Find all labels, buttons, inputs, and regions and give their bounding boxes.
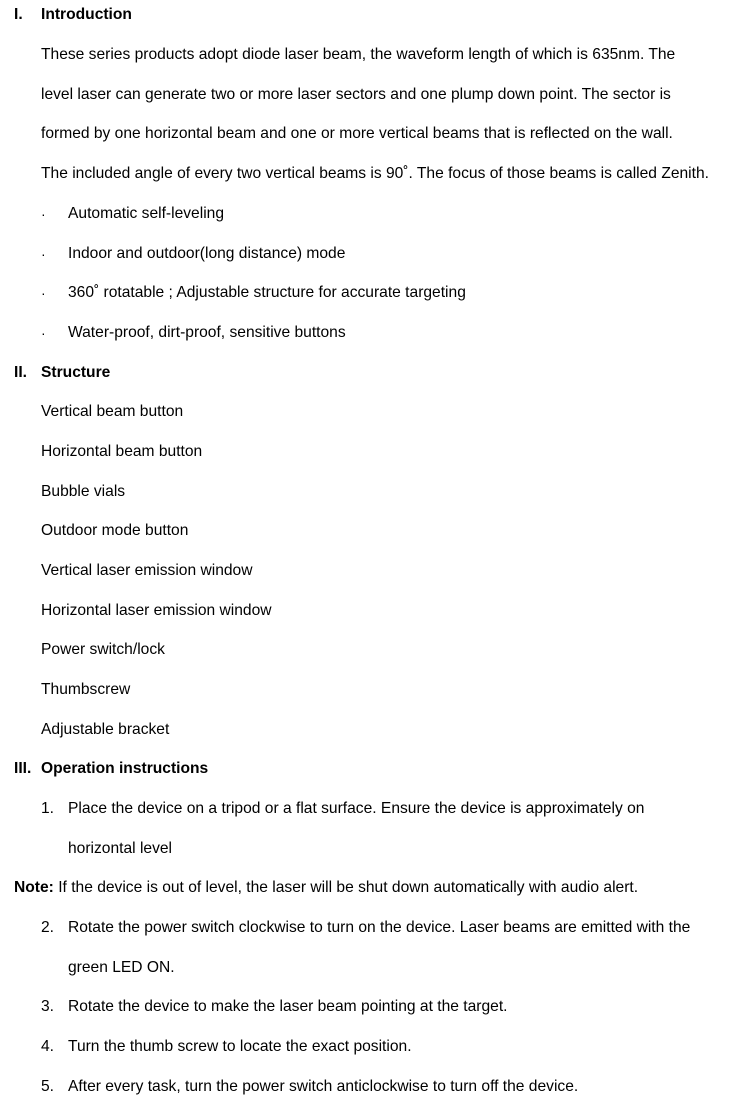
step-text: Rotate the device to make the laser beam pointing at the target. <box>68 998 508 1015</box>
note-text: If the device is out of level, the laser will be shut down automatically with audio alert. <box>53 879 639 896</box>
paragraph-line: formed by one horizontal beam and one or more vertical beams that is reflected on the wall. <box>41 125 673 142</box>
step-text: horizontal level <box>68 840 173 857</box>
step-number: 2. <box>41 919 55 936</box>
bullet-item: Water-proof, dirt-proof, sensitive buttons <box>68 324 346 341</box>
structure-item: Outdoor mode button <box>41 522 189 539</box>
structure-item: Adjustable bracket <box>41 721 170 738</box>
section-numeral: I. <box>14 6 23 23</box>
step-number: 3. <box>41 998 55 1015</box>
structure-item: Horizontal laser emission window <box>41 602 272 619</box>
section-title: Structure <box>41 364 111 381</box>
structure-item: Horizontal beam button <box>41 443 203 460</box>
step-text: Place the device on a tripod or a flat surface. Ensure the device is approximately on <box>68 800 645 817</box>
step-text: Turn the thumb screw to locate the exact position. <box>68 1038 412 1055</box>
section-title: Introduction <box>41 6 132 23</box>
structure-item: Vertical laser emission window <box>41 562 253 579</box>
note <box>14 878 638 898</box>
step-text: green LED ON. <box>68 959 175 976</box>
bullet-dot-icon: · <box>41 285 46 301</box>
paragraph-line: The included angle of every two vertical beams is 90˚. The focus of those beams is called Zenith. <box>41 165 709 182</box>
step-number: 4. <box>41 1038 55 1055</box>
bullet-dot-icon: · <box>41 246 46 262</box>
bullet-item: Automatic self-leveling <box>68 205 225 222</box>
step-number: 1. <box>41 800 55 817</box>
section-title: Operation instructions <box>41 760 209 777</box>
bullet-item: 360˚ rotatable ; Adjustable structure for accurate targeting <box>68 284 466 301</box>
step-text: After every task, turn the power switch anticlockwise to turn off the device. <box>68 1078 579 1095</box>
note-label: Note: <box>14 879 54 896</box>
section-numeral: II. <box>14 364 27 381</box>
structure-item: Vertical beam button <box>41 403 184 420</box>
paragraph-line: level laser can generate two or more laser sectors and one plump down point. The sector is <box>41 86 671 103</box>
paragraph-line: These series products adopt diode laser beam, the waveform length of which is 635nm. The <box>41 46 676 63</box>
section-numeral: III. <box>14 760 32 777</box>
step-text: Rotate the power switch clockwise to turn on the device. Laser beams are emitted with the <box>68 919 691 936</box>
bullet-dot-icon: · <box>41 325 46 341</box>
structure-item: Thumbscrew <box>41 681 131 698</box>
structure-item: Power switch/lock <box>41 641 165 658</box>
bullet-item: Indoor and outdoor(long distance) mode <box>68 245 346 262</box>
step-number: 5. <box>41 1078 55 1095</box>
bullet-dot-icon: · <box>41 206 46 222</box>
structure-item: Bubble vials <box>41 483 126 500</box>
